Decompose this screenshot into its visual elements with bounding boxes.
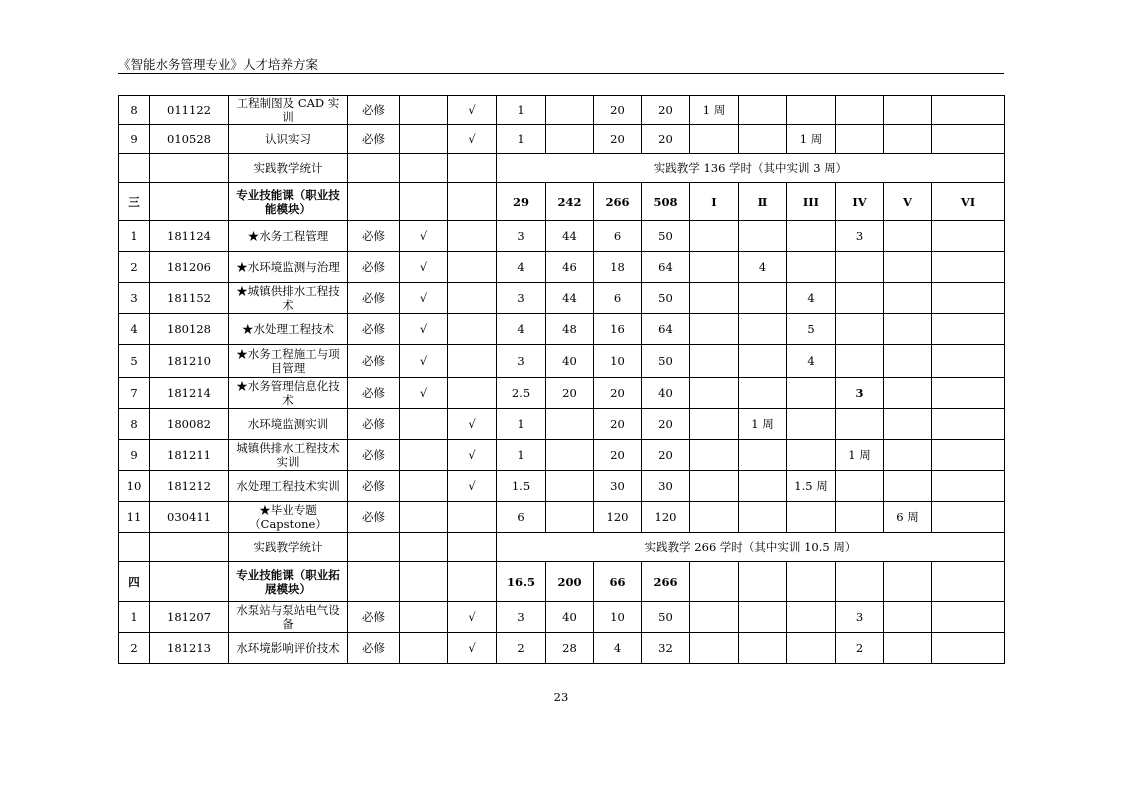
table-cell (400, 602, 448, 633)
table-cell (836, 96, 884, 125)
table-cell: √ (448, 602, 497, 633)
table-cell (884, 221, 932, 252)
course-name-cell: ★水务管理信息化技术 (229, 378, 348, 409)
course-name-cell: 专业技能课（职业技能模块） (229, 183, 348, 221)
table-cell (448, 183, 497, 221)
table-cell (546, 409, 594, 440)
header-rule (118, 73, 1004, 74)
table-cell (400, 502, 448, 533)
table-cell: 1 (497, 409, 546, 440)
table-cell (836, 345, 884, 378)
table-cell (836, 502, 884, 533)
table-row (119, 378, 1005, 409)
table-cell: 必修 (348, 283, 400, 314)
table-row (119, 96, 1005, 125)
course-name-cell: 水处理工程技术实训 (229, 471, 348, 502)
table-cell (400, 154, 448, 183)
table-cell: 4 (497, 314, 546, 345)
course-name-cell: 认识实习 (229, 125, 348, 154)
table-cell: 6 (594, 221, 642, 252)
table-cell: 30 (594, 471, 642, 502)
table-row (119, 252, 1005, 283)
table-cell (884, 125, 932, 154)
table-cell: 64 (642, 314, 690, 345)
table-cell (150, 562, 229, 602)
table-cell (932, 221, 1005, 252)
table-cell: 必修 (348, 471, 400, 502)
table-cell: 3 (836, 378, 884, 409)
table-cell (739, 562, 787, 602)
section-header-row (119, 183, 1005, 221)
table-cell: IV (836, 183, 884, 221)
table-cell: 181213 (150, 633, 229, 664)
table-cell (836, 471, 884, 502)
table-cell (884, 471, 932, 502)
table-cell: 40 (546, 602, 594, 633)
course-name-cell: 水环境影响评价技术 (229, 633, 348, 664)
table-cell: 20 (546, 378, 594, 409)
table-cell: Ⅰ (690, 183, 739, 221)
table-row (119, 502, 1005, 533)
summary-text: 实践教学 266 学时（其中实训 10.5 周） (497, 533, 1005, 562)
table-cell: Ⅱ (739, 183, 787, 221)
table-cell: 180082 (150, 409, 229, 440)
table-cell: 4 (739, 252, 787, 283)
table-cell: 266 (642, 562, 690, 602)
table-cell: 20 (594, 409, 642, 440)
table-cell (787, 409, 836, 440)
table-cell: √ (400, 345, 448, 378)
summary-row (119, 533, 1005, 562)
table-cell: 180128 (150, 314, 229, 345)
table-cell: 4 (787, 283, 836, 314)
table-cell: 50 (642, 602, 690, 633)
table-cell (884, 345, 932, 378)
table-cell: 4 (119, 314, 150, 345)
table-cell (932, 440, 1005, 471)
table-cell (119, 533, 150, 562)
course-name-cell: ★水环境监测与治理 (229, 252, 348, 283)
course-name-cell: 专业技能课（职业拓展模块） (229, 562, 348, 602)
table-cell: 9 (119, 440, 150, 471)
table-cell: √ (448, 96, 497, 125)
table-cell: 1 周 (787, 125, 836, 154)
course-name-cell: 城镇供排水工程技术实训 (229, 440, 348, 471)
table-cell: 242 (546, 183, 594, 221)
table-cell: 8 (119, 96, 150, 125)
table-cell (690, 252, 739, 283)
table-cell: 181206 (150, 252, 229, 283)
table-cell: 6 (594, 283, 642, 314)
course-name-cell: 水环境监测实训 (229, 409, 348, 440)
table-cell: 6 周 (884, 502, 932, 533)
curriculum-table (118, 95, 1005, 664)
table-cell: 181152 (150, 283, 229, 314)
table-cell: 120 (594, 502, 642, 533)
table-cell (884, 562, 932, 602)
table-cell: 2 (836, 633, 884, 664)
table-cell: 1 周 (739, 409, 787, 440)
table-cell (836, 314, 884, 345)
table-cell (739, 314, 787, 345)
table-cell: 9 (119, 125, 150, 154)
table-cell: 28 (546, 633, 594, 664)
table-cell (400, 125, 448, 154)
table-cell (787, 252, 836, 283)
table-cell (448, 283, 497, 314)
table-cell: 必修 (348, 221, 400, 252)
table-row (119, 221, 1005, 252)
table-cell (348, 154, 400, 183)
table-cell: 181210 (150, 345, 229, 378)
table-cell: 6 (497, 502, 546, 533)
table-cell (400, 562, 448, 602)
table-cell (787, 378, 836, 409)
table-cell: 10 (119, 471, 150, 502)
table-cell: √ (448, 125, 497, 154)
table-cell: 44 (546, 283, 594, 314)
table-cell (836, 562, 884, 602)
table-cell: 三 (119, 183, 150, 221)
table-row (119, 314, 1005, 345)
table-cell (400, 533, 448, 562)
table-cell (690, 283, 739, 314)
table-cell (932, 314, 1005, 345)
table-cell (884, 252, 932, 283)
table-cell: 1.5 周 (787, 471, 836, 502)
table-cell: 必修 (348, 252, 400, 283)
table-cell (546, 440, 594, 471)
table-cell (739, 378, 787, 409)
table-row (119, 409, 1005, 440)
table-cell: 40 (642, 378, 690, 409)
table-cell (884, 378, 932, 409)
table-cell (400, 471, 448, 502)
table-cell: 20 (594, 440, 642, 471)
table-cell (348, 533, 400, 562)
table-cell (836, 252, 884, 283)
table-cell: 64 (642, 252, 690, 283)
table-cell: 20 (594, 96, 642, 125)
table-cell (448, 562, 497, 602)
table-cell: 必修 (348, 125, 400, 154)
table-cell: 50 (642, 345, 690, 378)
table-cell: 66 (594, 562, 642, 602)
table-cell (787, 221, 836, 252)
table-cell (739, 125, 787, 154)
table-cell: 3 (497, 602, 546, 633)
table-cell (836, 283, 884, 314)
table-row (119, 440, 1005, 471)
summary-label: 实践教学统计 (229, 533, 348, 562)
table-cell: 30 (642, 471, 690, 502)
table-cell: 必修 (348, 96, 400, 125)
table-cell (932, 562, 1005, 602)
table-cell: 2 (497, 633, 546, 664)
table-cell (836, 125, 884, 154)
table-cell: 1 周 (690, 96, 739, 125)
table-cell (690, 471, 739, 502)
table-cell: 四 (119, 562, 150, 602)
table-cell: 16.5 (497, 562, 546, 602)
table-row (119, 283, 1005, 314)
table-cell (787, 440, 836, 471)
table-cell (787, 562, 836, 602)
summary-text: 实践教学 136 学时（其中实训 3 周） (497, 154, 1005, 183)
table-cell (150, 154, 229, 183)
table-cell: 48 (546, 314, 594, 345)
table-cell (884, 602, 932, 633)
table-cell: VI (932, 183, 1005, 221)
table-cell: √ (448, 471, 497, 502)
table-cell (932, 409, 1005, 440)
table-cell (690, 409, 739, 440)
table-cell: 必修 (348, 378, 400, 409)
table-cell (739, 502, 787, 533)
table-cell: 20 (594, 378, 642, 409)
table-cell (690, 440, 739, 471)
table-cell: 2 (119, 633, 150, 664)
course-name-cell: ★毕业专题（Capstone） (229, 502, 348, 533)
course-name-cell: ★城镇供排水工程技术 (229, 283, 348, 314)
table-cell: 181124 (150, 221, 229, 252)
table-cell (448, 378, 497, 409)
table-cell: 必修 (348, 602, 400, 633)
table-cell (739, 221, 787, 252)
table-cell: 1 (497, 125, 546, 154)
table-cell: 必修 (348, 314, 400, 345)
table-cell: 7 (119, 378, 150, 409)
table-cell: V (884, 183, 932, 221)
table-cell (787, 602, 836, 633)
table-cell (787, 96, 836, 125)
course-name-cell: ★水处理工程技术 (229, 314, 348, 345)
table-cell: 181212 (150, 471, 229, 502)
table-cell: 20 (642, 96, 690, 125)
table-row (119, 633, 1005, 664)
table-cell: 必修 (348, 345, 400, 378)
table-cell: 3 (836, 602, 884, 633)
table-cell: 10 (594, 602, 642, 633)
table-cell (787, 502, 836, 533)
table-cell: 011122 (150, 96, 229, 125)
table-cell: 3 (497, 221, 546, 252)
table-cell: 16 (594, 314, 642, 345)
table-cell: √ (448, 409, 497, 440)
table-cell (739, 602, 787, 633)
table-cell (400, 440, 448, 471)
table-cell: 1 (119, 221, 150, 252)
table-cell (400, 409, 448, 440)
table-cell: 29 (497, 183, 546, 221)
table-cell (932, 345, 1005, 378)
table-cell (932, 471, 1005, 502)
table-cell (400, 633, 448, 664)
table-row (119, 125, 1005, 154)
course-name-cell: 工程制图及 CAD 实训 (229, 96, 348, 125)
table-cell: 44 (546, 221, 594, 252)
table-cell (932, 283, 1005, 314)
table-cell (884, 96, 932, 125)
page-number: 23 (553, 690, 569, 704)
table-cell: 20 (642, 409, 690, 440)
table-cell: 必修 (348, 409, 400, 440)
table-cell (546, 125, 594, 154)
table-cell (932, 96, 1005, 125)
course-name-cell: ★水务工程施工与项目管理 (229, 345, 348, 378)
table-cell: 200 (546, 562, 594, 602)
table-cell: √ (400, 378, 448, 409)
table-cell: √ (400, 221, 448, 252)
table-cell (690, 345, 739, 378)
table-cell: 18 (594, 252, 642, 283)
table-cell (348, 562, 400, 602)
table-cell: 1 (497, 440, 546, 471)
table-cell (739, 283, 787, 314)
table-cell (932, 252, 1005, 283)
table-cell (739, 440, 787, 471)
section-header-row (119, 562, 1005, 602)
table-cell: 181211 (150, 440, 229, 471)
table-cell (448, 154, 497, 183)
table-cell (690, 633, 739, 664)
table-cell: √ (448, 440, 497, 471)
table-cell: 必修 (348, 440, 400, 471)
table-cell: 10 (594, 345, 642, 378)
table-cell (690, 378, 739, 409)
table-cell: 必修 (348, 633, 400, 664)
table-cell: 266 (594, 183, 642, 221)
table-cell (884, 409, 932, 440)
table-cell (932, 125, 1005, 154)
table-cell (932, 502, 1005, 533)
table-cell (400, 96, 448, 125)
table-cell (546, 96, 594, 125)
table-cell: 4 (497, 252, 546, 283)
table-cell: 46 (546, 252, 594, 283)
table-cell: 必修 (348, 502, 400, 533)
summary-row (119, 154, 1005, 183)
table-cell: 1 (119, 602, 150, 633)
table-cell: 3 (497, 283, 546, 314)
table-cell (690, 502, 739, 533)
table-cell: 508 (642, 183, 690, 221)
table-cell: 20 (642, 440, 690, 471)
table-cell: √ (400, 252, 448, 283)
table-cell: √ (400, 283, 448, 314)
table-cell: 5 (787, 314, 836, 345)
table-cell: 120 (642, 502, 690, 533)
table-cell: 030411 (150, 502, 229, 533)
table-cell (884, 440, 932, 471)
table-cell: 50 (642, 283, 690, 314)
table-cell: 8 (119, 409, 150, 440)
table-cell (739, 633, 787, 664)
table-cell (448, 345, 497, 378)
table-cell: 11 (119, 502, 150, 533)
table-cell: 3 (119, 283, 150, 314)
table-cell (739, 96, 787, 125)
table-cell: 181214 (150, 378, 229, 409)
table-cell: 5 (119, 345, 150, 378)
table-cell (150, 183, 229, 221)
table-cell: 20 (642, 125, 690, 154)
table-cell (448, 502, 497, 533)
table-cell: 1 (497, 96, 546, 125)
table-cell (739, 471, 787, 502)
table-cell: 4 (594, 633, 642, 664)
table-cell: 40 (546, 345, 594, 378)
table-cell (690, 221, 739, 252)
table-cell: 4 (787, 345, 836, 378)
table-cell: √ (448, 633, 497, 664)
table-cell (787, 633, 836, 664)
table-row (119, 602, 1005, 633)
document-header: 《智能水务管理专业》人才培养方案 (118, 57, 319, 72)
table-cell: 1 周 (836, 440, 884, 471)
table-cell (448, 221, 497, 252)
table-cell (348, 183, 400, 221)
table-cell (448, 252, 497, 283)
table-cell (546, 471, 594, 502)
table-row (119, 471, 1005, 502)
course-name-cell: ★水务工程管理 (229, 221, 348, 252)
table-cell: 010528 (150, 125, 229, 154)
table-row (119, 345, 1005, 378)
table-cell: 2 (119, 252, 150, 283)
table-cell (546, 502, 594, 533)
table-cell (932, 602, 1005, 633)
table-cell: 3 (836, 221, 884, 252)
table-cell: 32 (642, 633, 690, 664)
table-cell (690, 562, 739, 602)
table-cell (150, 533, 229, 562)
table-cell: √ (400, 314, 448, 345)
table-cell (448, 533, 497, 562)
table-cell: 1.5 (497, 471, 546, 502)
table-cell (119, 154, 150, 183)
table-cell (690, 125, 739, 154)
table-cell (932, 378, 1005, 409)
table-cell (836, 409, 884, 440)
table-cell: 50 (642, 221, 690, 252)
table-cell (400, 183, 448, 221)
table-cell (884, 283, 932, 314)
table-cell (884, 314, 932, 345)
table-cell (448, 314, 497, 345)
summary-label: 实践教学统计 (229, 154, 348, 183)
table-cell: III (787, 183, 836, 221)
table-cell (884, 633, 932, 664)
table-cell: 181207 (150, 602, 229, 633)
curriculum-table-body (119, 96, 1005, 664)
table-cell (690, 314, 739, 345)
table-cell: 2.5 (497, 378, 546, 409)
table-cell (932, 633, 1005, 664)
table-cell: 20 (594, 125, 642, 154)
table-cell (690, 602, 739, 633)
course-name-cell: 水泵站与泵站电气设备 (229, 602, 348, 633)
table-cell (739, 345, 787, 378)
table-cell: 3 (497, 345, 546, 378)
